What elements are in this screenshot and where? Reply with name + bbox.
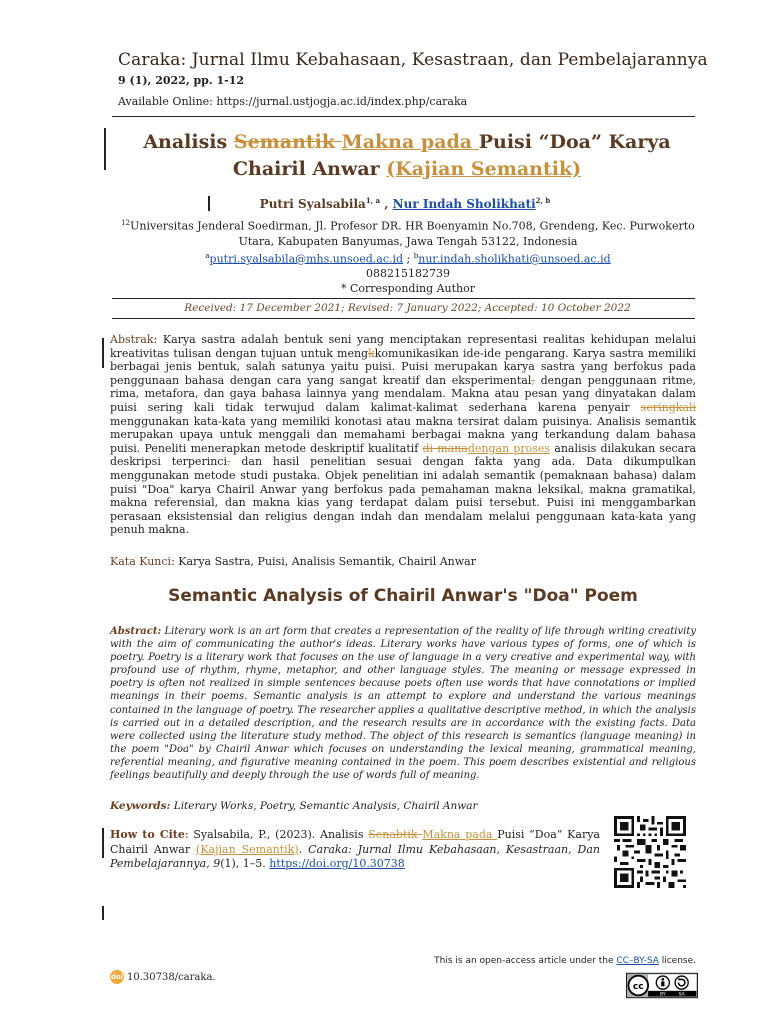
edit-marker xyxy=(102,338,104,368)
footer-doi-text[interactable]: 10.30738/caraka. xyxy=(127,971,216,983)
affiliation-text: Universitas Jenderal Soedirman, Jl. Profesor DR. HR Boenyamin No.708, Grendeng, Kec. Purwokerto xyxy=(130,219,695,233)
cite-deleted-text: Senabtik xyxy=(368,828,423,841)
oa-text: This is an open-access article under the xyxy=(434,956,617,966)
affiliation xyxy=(108,216,708,296)
edit-marker xyxy=(102,906,104,920)
received-top-rule xyxy=(112,298,695,299)
affil-mark: a xyxy=(205,251,210,260)
abstrak-paragraph xyxy=(110,333,696,537)
abstrak-deleted-text: , xyxy=(531,373,535,387)
abstrak-text: komunikasikan ide-ide pengarang. Karya sastra memiliki berbagai jenis bentuk, salah satunya yaitu puisi. Puisi merupakan karya sastra yang berfokus pada penggunaan bahasa dengan cara yang sangat kreatif dan eksperimental xyxy=(110,346,696,387)
english-abstract-text: Literary work is an art form that creates a representation of the reality of life through writing creativity with the aim of communicating the author's ideas. Literary works have various types of forms, one of which is poetry. Poetry is a literary work that focuses on the use of language in a very creative and experimental way, with profound use of rhythm, rhyme, metaphor, and other language styles. The meaning or message expressed in poetry is often not realized in simple sentences because poets often use words that have connotations or implied meanings in their poems. Semantic analysis is an attempt to explore and understand the various meanings contained in the language of poetry. The researcher applies a qualitative descriptive method, in which the analysis is carried out in a detailed description, and the research results are in accordance with the existing facts. Data were collected using the literature study method. The object of this research is semantics (language meaning) in the poem "Doa" by Chairil Anwar which focuses on understanding the lexical meaning, grammatical meaning, referential meaning, and figurative meaning contained in the poem. This poem describes existential and religious feelings beautifully and deeply through the use of words full of meaning. xyxy=(110,626,696,782)
how-to-cite-label: How to Cite xyxy=(110,828,185,841)
email-link[interactable]: putri.syalsabila@mhs.unsoed.ac.id xyxy=(209,252,404,266)
how-to-cite xyxy=(110,828,600,872)
journal-name: Caraka: Jurnal Ilmu Kebahasaan, Kesastraan, dan Pembelajarannya xyxy=(118,50,708,70)
author-name-link[interactable]: Nur Indah Sholikhati xyxy=(392,197,536,211)
abstrak-text: dan hasil penelitian sesuai dengan fakta yang ada. Data dikumpulkan menggunakan metode studi pustaka. Objek penelitian ini adalah semantik (pemaknaan bahasa) dalam puisi "Doa" karya Chairil Anwar yang berfokus pada pemahaman makna leksikal, makna gramatikal, makna referensial, dan makna kias yang terdapat dalam puisi tersebut. Puisi ini menggambarkan perasaan eksistensial dan religius dengan indah dan mendalam melalui penggunaan kata-kata yang penuh makna. xyxy=(110,455,696,537)
edit-marker xyxy=(208,196,210,211)
abstrak-text: dengan penggunaan ritme, rima, metafora, dan gaya bahasa lainnya yang mendalam. Makna atau pesan yang dinyatakan dalam puisi sering kali tidak terwujud dalam kalimat-kalimat sederhana karena penyair xyxy=(110,373,696,414)
title-part: Puisi “Doa” Karya Chairil Anwar xyxy=(232,131,671,180)
article-title xyxy=(112,129,702,183)
abstrak-label: Abstrak xyxy=(110,333,154,346)
abstrak-text: analisis dilakukan secara deskripsi terperinci xyxy=(110,441,697,469)
doi-icon: doi xyxy=(110,970,124,984)
cite-doi-link[interactable]: https://doi.org/10.30738 xyxy=(269,857,405,870)
affiliation-line: Utara, Kabupaten Banyumas, Jawa Tengah 53122, Indonesia xyxy=(238,234,578,248)
license-link[interactable]: CC–BY-SA xyxy=(616,956,659,966)
title-inserted-text: (Kajian Semantik) xyxy=(386,158,582,180)
abstrak-deleted-text: , xyxy=(226,455,231,469)
received-bottom-rule xyxy=(112,318,695,319)
english-keywords-label: Keywords: xyxy=(110,800,171,812)
received-dates: Received: 17 December 2021; Revised: 7 January 2022; Accepted: 10 October 2022 xyxy=(184,302,631,314)
phone-number: 088215182739 xyxy=(366,267,450,281)
kata-kunci-text: : Karya Sastra, Puisi, Analisis Semantik, Chairil Anwar xyxy=(171,555,476,568)
email-link[interactable]: nur.indah.sholikhati@unsoed.ac.id xyxy=(418,252,611,266)
english-keywords xyxy=(110,800,696,812)
english-keywords-text: Literary Works, Poetry, Semantic Analysis, Chairil Anwar xyxy=(170,800,478,812)
english-abstract xyxy=(110,625,696,782)
affil-mark: 12 xyxy=(121,219,131,227)
cite-text: Puisi “Doa” Karya Chairil Anwar xyxy=(110,828,600,856)
abstrak-text: menggunakan kata-kata yang memiliki konotasi atau makna tersirat dalam puisinya. Analisis semantik merupakan upaya untuk menggali dan memahami berbagai makna yang terkandung dalam bahasa puisi. Peneliti menerapkan metode deskriptif kualitatif xyxy=(110,414,696,455)
title-part: Analisis xyxy=(143,131,234,153)
email-line xyxy=(108,249,708,267)
abstrak-inserted-text: dengan proses xyxy=(467,441,551,455)
email-separator: ; xyxy=(403,252,414,266)
affil-mark: b xyxy=(413,251,419,260)
issue-info: 9 (1), 2022, pp. 1-12 xyxy=(118,74,245,87)
corresponding-author: * Corresponding Author xyxy=(340,282,476,296)
cite-text: (1), 1–5. xyxy=(220,857,270,870)
cc-sa-text: SA xyxy=(678,992,685,998)
abstrak-deleted-text: k xyxy=(368,346,375,360)
title-deleted-text: Semantik xyxy=(233,131,342,153)
open-access-notice xyxy=(434,956,696,966)
abstrak-deleted-text: seringkali xyxy=(640,400,696,414)
cc-icon-text: cc xyxy=(632,981,644,992)
author-separator: , xyxy=(380,197,393,211)
cc-by-sa-license-icon[interactable] xyxy=(626,972,698,999)
affiliation-line xyxy=(108,216,708,234)
abstrak-deleted-text: di mana xyxy=(422,441,468,455)
kata-kunci xyxy=(110,555,696,568)
cc-by-text: BY xyxy=(660,992,666,998)
cite-inserted-text: Makna pada xyxy=(422,828,498,841)
kata-kunci-label: Kata Kunci xyxy=(110,555,172,568)
oa-text: license. xyxy=(658,956,696,966)
cite-journal: Caraka: Jurnal Ilmu Kebahasaan, Kesastraan, Dan Pembelajarannya, 9 xyxy=(110,842,600,870)
author-affil-mark: 1, a xyxy=(365,196,381,205)
header-divider xyxy=(112,116,695,117)
author-name: Putri Syalsabila xyxy=(259,197,366,211)
english-abstract-label: Abstract: xyxy=(110,626,162,637)
available-online[interactable]: Available Online: https://jurnal.ustjogja.ac.id/index.php/caraka xyxy=(118,95,468,108)
author-affil-mark: 2, b xyxy=(535,196,551,205)
english-title: Semantic Analysis of Chairil Anwar's "Doa" Poem xyxy=(168,586,638,606)
cite-text: : Syalsabila, P., (2023). Analisis xyxy=(184,828,369,841)
footer-doi xyxy=(110,970,216,984)
cite-inserted-text: (Kajian Semantik) xyxy=(196,842,299,856)
author-line xyxy=(120,196,690,211)
edit-marker xyxy=(102,828,104,858)
abstrak-text: : Karya sastra adalah bentuk seni yang menciptakan representasi realitas kehidupan melalui kreativitas tulisan dengan tujuan untuk meng xyxy=(110,333,696,360)
cite-text: . xyxy=(298,842,309,856)
qr-code-icon[interactable] xyxy=(614,816,686,888)
edit-marker xyxy=(104,128,106,170)
title-inserted-text: Makna pada xyxy=(341,131,479,153)
